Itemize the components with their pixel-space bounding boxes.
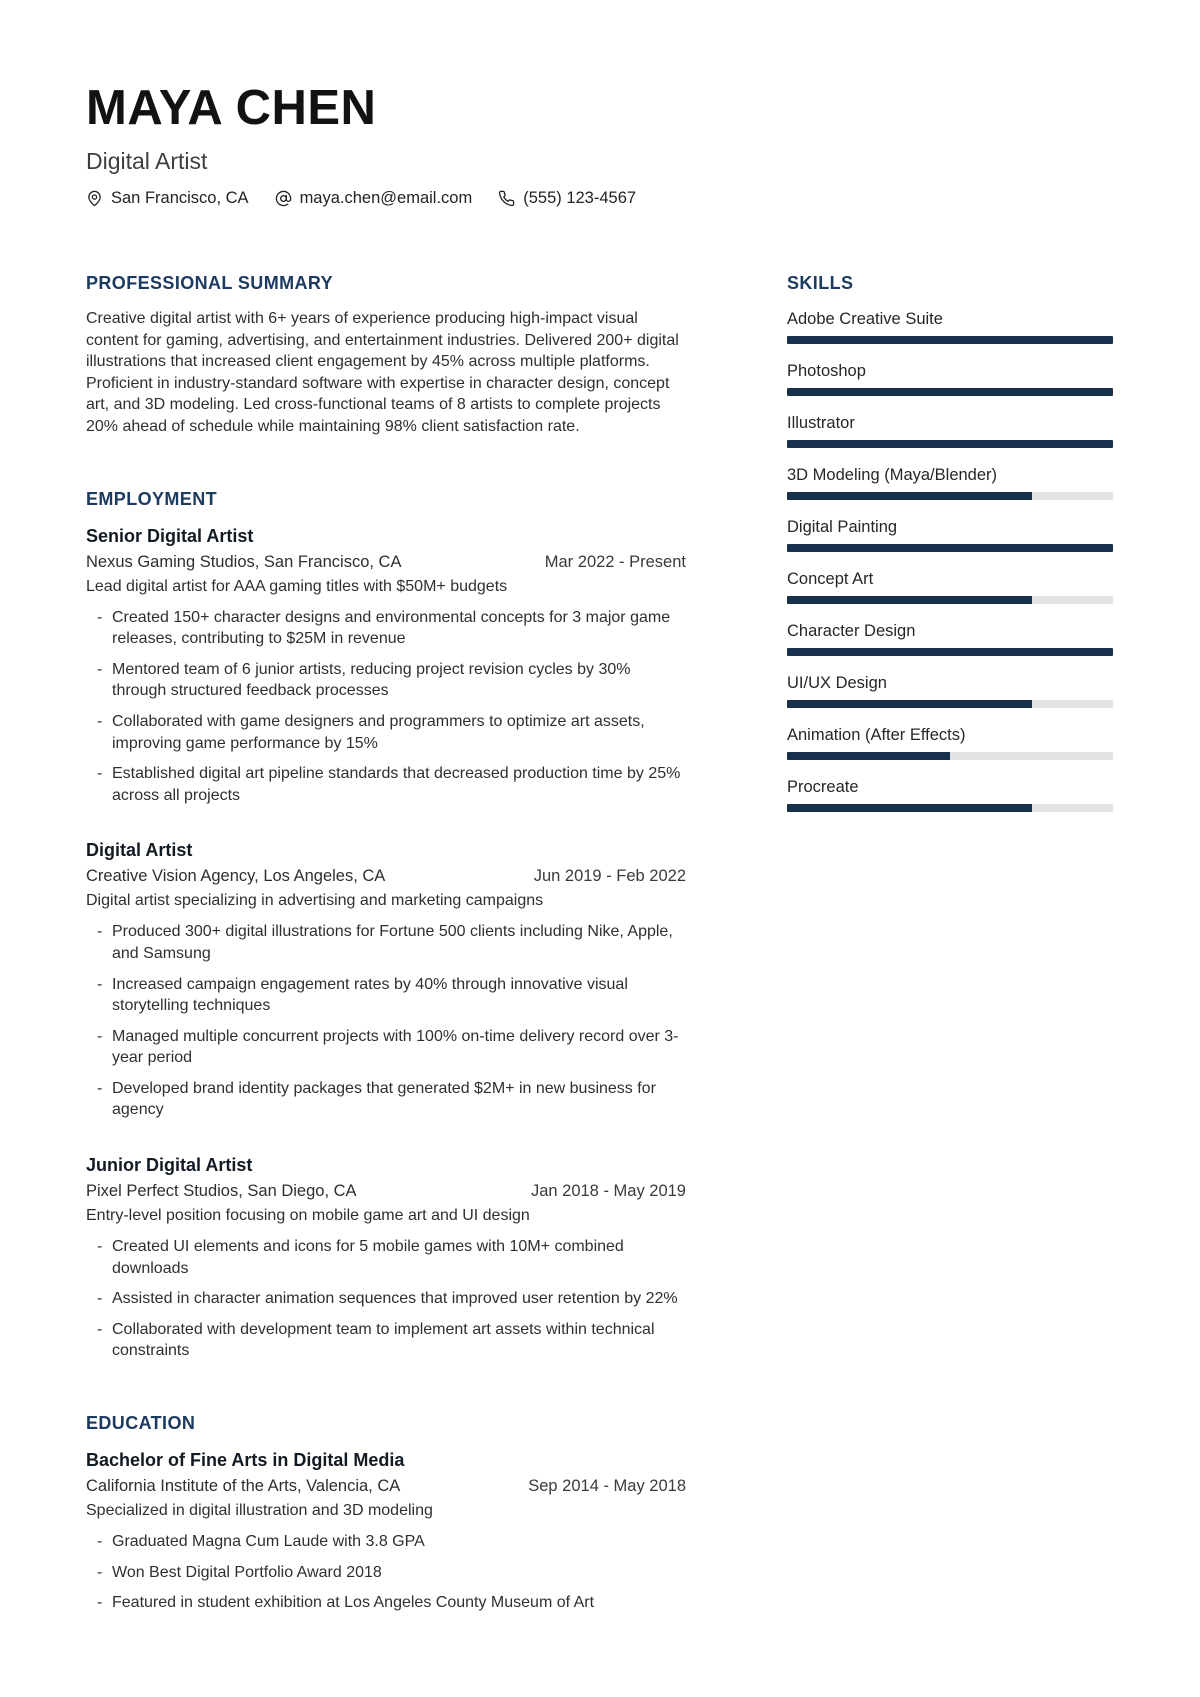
skill-label: Photoshop [787, 362, 866, 380]
summary-paragraph: Creative digital artist with 6+ years of experience producing high-impact visual content for gaming, advertising, and entertainment industries. Delivered 200+ digital illustrations that increased client engagement by 45% across multiple platforms. Proficient in industry-standard software with expertise in character design, concept art, and 3D modeling. Led cross-functional teams of 8 artists to complete projects 20% ahead of schedule while maintaining 98% client satisfaction rate. [86, 310, 679, 435]
job-bullet: - Created UI elements and icons for 5 mobile games with 10M+ combined downloads [86, 1236, 686, 1279]
skill-bar-track [787, 596, 1113, 604]
job-meta-row [86, 865, 686, 887]
skill-label: UI/UX Design [787, 674, 887, 692]
education-entry [86, 1448, 686, 1614]
education-school: California Institute of the Arts, Valencia, CA [86, 1477, 401, 1496]
job-bullet: - Mentored team of 6 junior artists, reducing project revision cycles by 30% through structured feedback processes [86, 659, 686, 702]
job-bullet-list [86, 1236, 686, 1362]
skill-item [787, 776, 1113, 812]
job-meta-row [86, 551, 686, 573]
job-title: Senior Digital Artist [86, 525, 254, 546]
job-company: Pixel Perfect Studios, San Diego, CA [86, 1182, 357, 1201]
skill-label: Animation (After Effects) [787, 726, 966, 744]
job-dates: Jan 2018 - May 2019 [530, 1182, 686, 1201]
job-summary: Lead digital artist for AAA gaming titles with $50M+ budgets [86, 577, 508, 595]
education-bullet: - Featured in student exhibition at Los Angeles County Museum of Art [86, 1592, 686, 1614]
skill-bar-fill [787, 804, 1032, 812]
skill-label: Character Design [787, 622, 916, 640]
education-degree: Bachelor of Fine Arts in Digital Media [86, 1450, 405, 1471]
job-bullet: - Increased campaign engagement rates by 40% through innovative visual storytelling techniques [86, 974, 686, 1017]
skill-bar-track [787, 336, 1113, 344]
job-bullet-list [86, 607, 686, 807]
skill-bar-track [787, 752, 1113, 760]
job-summary: Digital artist specializing in advertising and marketing campaigns [86, 892, 544, 910]
skill-bar-track [787, 440, 1113, 448]
contact-phone [498, 189, 636, 208]
skill-label: Concept Art [787, 570, 874, 588]
skill-bar-track [787, 804, 1113, 812]
section-heading-education: EDUCATION [86, 1413, 196, 1434]
skill-item [787, 308, 1113, 344]
skill-label: Procreate [787, 778, 859, 796]
education-bullet: - Graduated Magna Cum Laude with 3.8 GPA [86, 1531, 686, 1553]
skill-label: Adobe Creative Suite [787, 310, 943, 328]
job-bullet: - Created 150+ character designs and environmental concepts for 3 major game releases, contributing to $25M in revenue [86, 607, 686, 650]
skill-bar-fill [787, 700, 1032, 708]
skill-bar-fill [787, 596, 1032, 604]
contact-location [86, 189, 249, 208]
phone-icon [498, 190, 515, 207]
job-bullet: - Collaborated with game designers and programmers to optimize art assets, improving game performance by 15% [86, 711, 686, 754]
education-bullet-list [86, 1531, 686, 1614]
job-bullet: - Established digital art pipeline standards that decreased production time by 25% across all projects [86, 763, 686, 806]
skill-bar-track [787, 648, 1113, 656]
job-company: Nexus Gaming Studios, San Francisco, CA [86, 552, 402, 571]
skill-bar-fill [787, 336, 1113, 344]
skill-bar-fill [787, 752, 950, 760]
skill-bar-fill [787, 492, 1032, 500]
education-dates: Sep 2014 - May 2018 [528, 1477, 686, 1496]
job-entry [86, 838, 686, 1121]
contact-email-text: maya.chen@email.com [299, 189, 473, 207]
job-entry [86, 524, 686, 807]
skill-bar-fill [787, 388, 1113, 396]
contact-phone-text: (555) 123-4567 [523, 189, 637, 207]
job-entry [86, 1153, 686, 1362]
job-dates: Jun 2019 - Feb 2022 [533, 867, 686, 886]
location-pin-icon [86, 190, 103, 207]
skill-bar-fill [787, 440, 1113, 448]
job-meta-row [86, 1180, 686, 1202]
skill-label: Digital Painting [787, 518, 898, 536]
job-summary: Entry-level position focusing on mobile game art and UI design [86, 1207, 530, 1225]
job-bullet: - Produced 300+ digital illustrations for Fortune 500 clients including Nike, Apple, and Samsung [86, 921, 686, 964]
skill-item [787, 672, 1113, 708]
job-bullet: - Managed multiple concurrent projects with 100% on-time delivery record over 3-year period [86, 1026, 686, 1069]
skill-item [787, 568, 1113, 604]
section-employment [86, 488, 686, 1362]
skill-bar-fill [787, 648, 1113, 656]
section-heading-summary: PROFESSIONAL SUMMARY [86, 273, 334, 293]
skill-bar-track [787, 700, 1113, 708]
skill-item [787, 620, 1113, 656]
contact-row [86, 189, 1113, 208]
job-company: Creative Vision Agency, Los Angeles, CA [86, 867, 386, 886]
section-professional-summary [86, 272, 686, 438]
job-bullet-list [86, 921, 686, 1121]
skill-item [787, 464, 1113, 500]
skill-item [787, 724, 1113, 760]
job-bullet: - Developed brand identity packages that generated $2M+ in new business for agency [86, 1078, 686, 1121]
content-columns [86, 272, 1113, 1614]
skills-column [787, 272, 1113, 828]
section-heading-employment: EMPLOYMENT [86, 488, 218, 509]
contact-location-text: San Francisco, CA [111, 189, 249, 207]
skill-bar-track [787, 388, 1113, 396]
skill-bar-fill [787, 544, 1113, 552]
section-heading-skills: SKILLS [787, 273, 854, 293]
job-title: Digital Artist [86, 840, 193, 861]
skill-bar-track [787, 544, 1113, 552]
skill-label: Illustrator [787, 414, 855, 432]
resume-header [86, 81, 1113, 208]
education-bullet: - Won Best Digital Portfolio Award 2018 [86, 1562, 686, 1584]
skill-item [787, 360, 1113, 396]
main-column [86, 272, 686, 1614]
person-job-title: Digital Artist [86, 148, 208, 174]
job-title: Junior Digital Artist [86, 1155, 253, 1176]
contact-email [275, 189, 473, 208]
at-sign-icon [275, 190, 292, 207]
skill-bar-track [787, 492, 1113, 500]
job-bullet: - Assisted in character animation sequences that improved user retention by 22% [86, 1288, 686, 1310]
section-education [86, 1412, 686, 1614]
skill-item [787, 516, 1113, 552]
job-bullet: - Collaborated with development team to implement art assets within technical constraints [86, 1319, 686, 1362]
education-summary: Specialized in digital illustration and 3D modeling [86, 1502, 433, 1520]
skill-label: 3D Modeling (Maya/Blender) [787, 466, 998, 484]
person-name: MAYA CHEN [86, 81, 377, 135]
skill-item [787, 412, 1113, 448]
education-meta-row [86, 1475, 686, 1497]
job-dates: Mar 2022 - Present [544, 552, 686, 571]
